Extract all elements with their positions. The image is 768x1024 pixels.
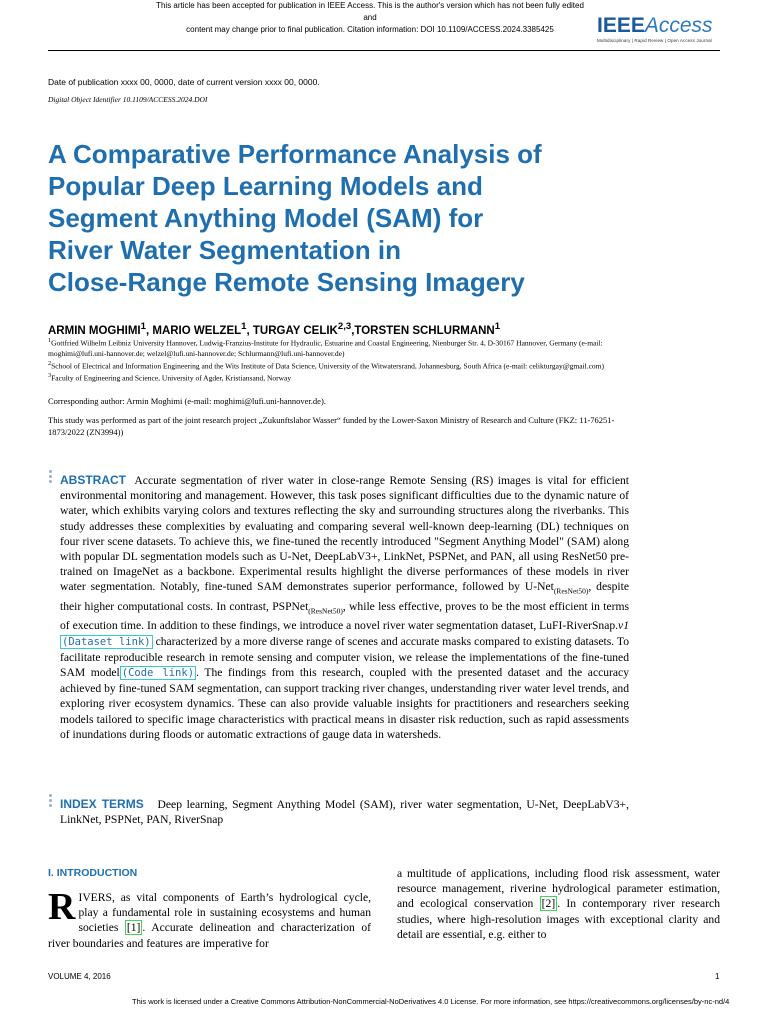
logo-tagline: Multidisciplinary | Rapid Review | Open Access Journal	[597, 38, 712, 43]
title-line: River Water Segmentation in	[48, 235, 401, 265]
index-terms-dots-icon	[49, 794, 53, 809]
citation-link[interactable]: [1]	[126, 921, 141, 935]
abstract-text: Accurate segmentation of river water in close-range Remote Sensing (RS) images is vital for efficient environmental monitoring and management. However, this task poses significant difficulties due to the dynamic nature of water, which exhibits varying colors and textures reflecting the sky and surrounding structures along the riverbanks. This study addresses these complexities by evaluating and comparing several well-known deep-learning (DL) techniques on four river scene datasets. To achieve this, we fine-tuned the recently introduced "Segment Anything Model" (SAM) along with popular DL segmentation models such as U-Net, DeepLabV3+, LinkNet, PSPNet, and PAN, all using ResNet50 pre-trained on ImageNet as a backbone. Experimental results highlight the diverse performances of these models in river water segmentation. Notably, fine-tuned SAM demonstrates superior performance, followed by U-Net	[60, 474, 629, 594]
intro-text: IVERS, as vital components of Earth’s hydrological cycle, play a fundamental role in sustaining ecosystems and human societies	[78, 891, 371, 935]
abstract-text: . The findings from this research, coupled with the presented dataset and the accuracy achieved by fine-tuned SAM segmentation, can support tracking river changes, understanding river water level trends, and exploring river ecosystem dynamics. These can also provide valuable insights for practitioners and researchers seeking models tailored to specific image characteristics with practical means in disaster risk reduction, such as rapid assessments of inundations during floods or automatic extractions of gauge data in watersheds.	[60, 666, 629, 741]
abstract-text: , while less effective, proves to be the most efficient in terms of execution time. In addition to these findings, we introduce a novel river water segmentation dataset, LuFI-RiverSnap.	[60, 599, 629, 633]
intro-text: . Accurate delineation and characterization of river boundaries and features are imperative for	[48, 921, 371, 950]
abstract-dots-icon	[49, 470, 53, 485]
affiliation-sup: 2	[48, 359, 52, 367]
author-name: , TURGAY CELIK	[246, 324, 338, 337]
citation-link[interactable]: [2]	[541, 897, 556, 911]
notice-line-2: content may change prior to final publication. Citation information: DOI 10.1109/ACCESS.2024.3385425	[186, 25, 554, 34]
section-heading-introduction: I. INTRODUCTION	[48, 867, 138, 879]
affiliation-item	[48, 371, 618, 384]
affiliations	[48, 336, 618, 384]
abstract-heading: ABSTRACT	[60, 473, 126, 487]
dataset-version: v1	[618, 619, 629, 633]
publication-notice	[150, 0, 590, 36]
affiliation-sup: 1	[48, 337, 52, 344]
header-divider	[48, 50, 720, 51]
author-affil-sup: 2,3	[337, 321, 352, 332]
index-terms-heading: INDEX TERMS	[60, 797, 144, 811]
affiliation-item	[48, 359, 618, 372]
affiliation-sup: 3	[48, 372, 52, 379]
intro-column-left	[48, 886, 371, 951]
intro-text: . In contemporary river research studies, where high-resolution images with exceptional clarity and detail are essential, e.g. either to	[397, 897, 720, 941]
index-terms	[60, 797, 629, 827]
title-line: A Comparative Performance Analysis of	[48, 139, 542, 169]
author-list	[48, 321, 500, 337]
title-line: Close-Range Remote Sensing Imagery	[48, 267, 525, 297]
abstract-text: characterized by a more diverse range of scenes and accurate masks compared to existing datasets. To facilitate reproducible research in remote sensing and computer vision, we release the implementations of the fine-tuned SAM model	[60, 634, 629, 680]
author-name: , MARIO WELZEL	[145, 324, 242, 337]
author-name: ,TORSTEN SCHLURMANN	[351, 324, 495, 337]
affiliation-text: Gottfried Wilhelm Leibniz University Hannover, Ludwig-Franzius-Institute for Hydraulic, Estuarine and Coastal Engineering, Nienburger Str. 4, D-30167 Hannover, Germany (e-mail: moghimi@lufi.uni-hannover.de; welzel@lufi.uni-hannover.de; Schlurmann@lufi.uni-hannover.de)	[48, 338, 603, 358]
doi-line: Digital Object Identifier 10.1109/ACCESS.2024.DOI	[48, 95, 208, 104]
license-notice: This work is licensed under a Creative Commons Attribution-NonCommercial-NoDerivatives 4.0 License. For more information, see https://creativecommons.org/licenses/by-nc-nd/4	[132, 997, 730, 1006]
logo-access: Access	[644, 14, 713, 37]
affiliation-text: School of Electrical and Information Engineering and the Wits Institute of Data Science, University of the Witwatersrand, Johannesburg, South Africa (e-mail: celikturgay@gmail.com)	[51, 361, 605, 370]
paper-title	[48, 138, 668, 298]
abstract-subscript: (ResNet50)	[308, 606, 343, 616]
logo-ieee: IEEE	[597, 14, 645, 37]
volume-label: VOLUME 4, 2016	[48, 972, 111, 981]
index-terms-text: Deep learning, Segment Anything Model (SAM), river water segmentation, U-Net, DeepLabV3+, LinkNet, PSPNet, PAN, RiverSnap	[60, 798, 629, 827]
dataset-link[interactable]: (Dataset link)	[62, 635, 151, 648]
author-name: ARMIN MOGHIMI	[48, 324, 141, 337]
code-link[interactable]: (Code link)	[121, 667, 195, 680]
intro-text: a multitude of applications, including flood risk assessment, water resource management, riverine hydrological parameter estimation, and ecological conservation	[397, 867, 720, 911]
publication-date: Date of publication xxxx 00, 0000, date of current version xxxx 00, 0000.	[48, 77, 320, 87]
drop-cap: R	[48, 886, 76, 928]
title-line: Segment Anything Model (SAM) for	[48, 203, 484, 233]
abstract-text: , despite their higher computational costs. In contrast, PSPNet	[60, 580, 629, 613]
intro-column-right	[397, 866, 720, 942]
corresponding-author: Corresponding author: Armin Moghimi (e-mail: moghimi@lufi.uni-hannover.de).	[48, 396, 326, 406]
title-line: Popular Deep Learning Models and	[48, 171, 483, 201]
funding-note: This study was performed as part of the joint research project „Zukunftslabor Wasser“ funded by the Lower-Saxon Ministry of Research and Culture (FKZ: 11-76251-1873/2022 (ZN3994))	[48, 415, 615, 437]
ieee-access-logo	[597, 15, 727, 43]
affiliation-text: Faculty of Engineering and Science, University of Agder, Kristiansand, Norway	[51, 373, 292, 383]
page-number: 1	[715, 972, 720, 981]
abstract-subscript: (ResNet50)	[553, 586, 589, 596]
author-affil-sup: 1	[140, 321, 146, 332]
affiliation-item	[48, 336, 618, 359]
abstract	[60, 473, 629, 742]
author-affil-sup: 1	[241, 321, 247, 332]
notice-line-1: This article has been accepted for publication in IEEE Access. This is the author's version which has not been fully edited and	[156, 1, 584, 22]
author-affil-sup: 1	[494, 321, 501, 332]
